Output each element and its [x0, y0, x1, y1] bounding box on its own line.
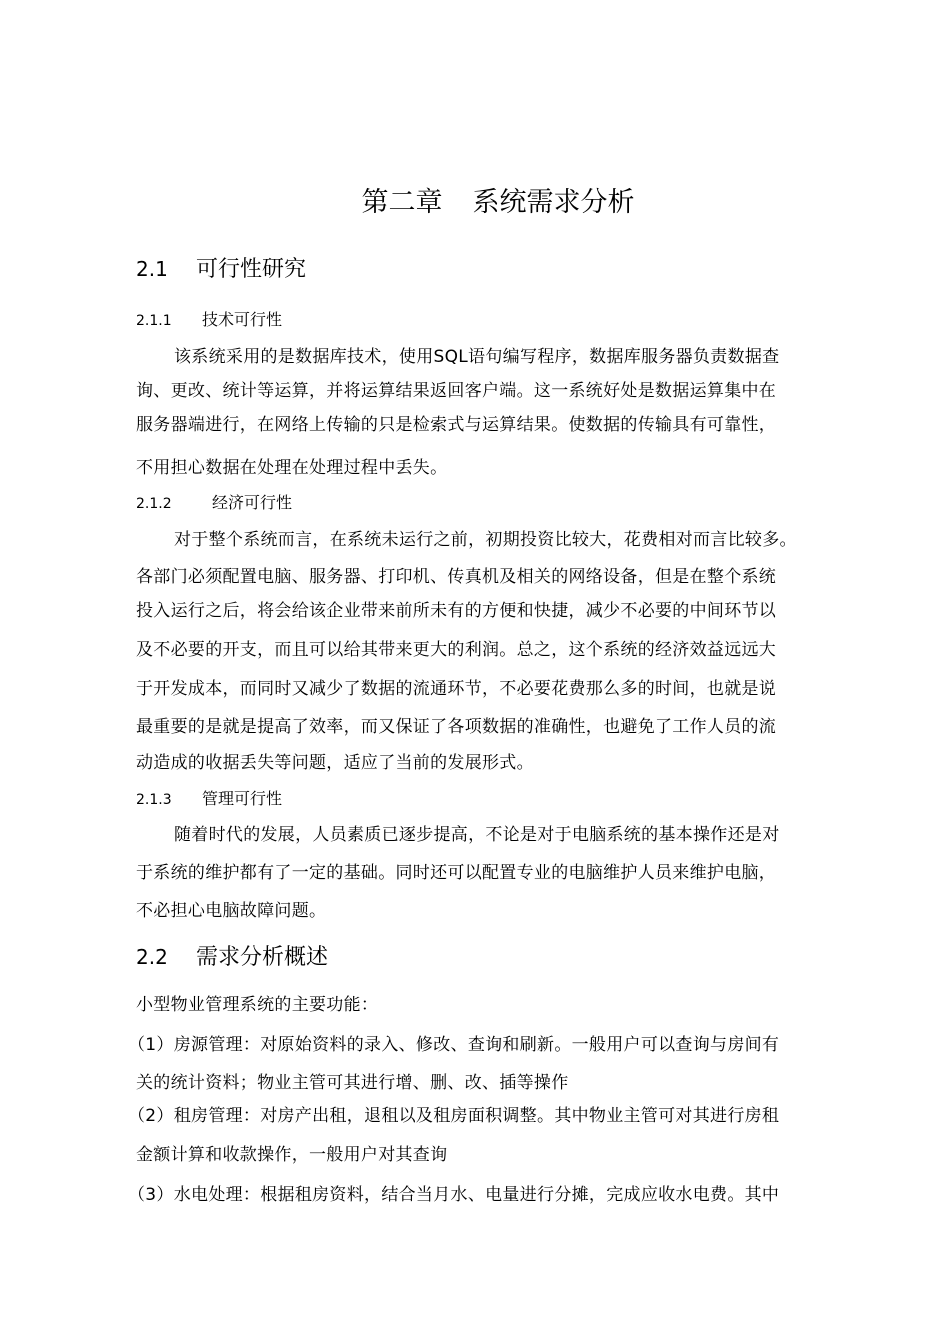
paragraph-line: 询、更改、统计等运算，并将运算结果返回客户端。这一系统好处是数据运算集中在 — [136, 381, 777, 401]
paragraph-line: 小型物业管理系统的主要功能： — [136, 995, 379, 1015]
paragraph-line: 动造成的收据丢失等问题，适应了当前的发展形式。 — [136, 753, 534, 773]
paragraph-line: 投入运行之后，将会给该企业带来前所未有的方便和快捷，减少不必要的中间环节以 — [136, 601, 777, 621]
section-2-1-heading — [136, 252, 306, 283]
chapter-number: 第二章 — [361, 187, 443, 218]
paragraph-line: 不用担心数据在处理在处理过程中丢失。 — [136, 458, 448, 478]
paragraph-line: 各部门必须配置电脑、服务器、打印机、传真机及相关的网络设备，但是在整个系统 — [136, 567, 777, 587]
section-title: 可行性研究 — [196, 257, 307, 282]
list-item: （1）房源管理：对原始资料的录入、修改、查询和刷新。一般用户可以查询与房间有 — [128, 1035, 780, 1055]
subsection-2-1-2-heading — [136, 490, 292, 513]
paragraph-line: 该系统采用的是数据库技术，使用SQL语句编写程序，数据库服务器负责数据查 — [174, 347, 780, 367]
list-item: （3）水电处理：根据租房资料，结合当月水、电量进行分摊，完成应收水电费。其中 — [128, 1185, 780, 1205]
paragraph-line: 及不必要的开支，而且可以给其带来更大的利润。总之，这个系统的经济效益远远大 — [136, 640, 777, 660]
subsection-2-1-3-heading — [136, 786, 282, 809]
chapter-heading — [0, 180, 950, 219]
paragraph-line: 随着时代的发展，人员素质已逐步提高，不论是对于电脑系统的基本操作还是对 — [174, 825, 780, 845]
subsection-number: 2.1.2 — [136, 496, 172, 512]
paragraph-line: 最重要的是就是提高了效率，而又保证了各项数据的准确性，也避免了工作人员的流 — [136, 717, 777, 737]
subsection-title: 技术可行性 — [202, 310, 283, 329]
section-number: 2.1 — [136, 257, 168, 281]
paragraph-line: 关的统计资料；物业主管可其进行增、删、改、插等操作 — [136, 1073, 569, 1093]
paragraph-line: 金额计算和收款操作，一般用户对其查询 — [136, 1145, 448, 1165]
list-item: （2）租房管理：对房产出租，退租以及租房面积调整。其中物业主管可对其进行房租 — [128, 1106, 780, 1126]
paragraph-line: 于系统的维护都有了一定的基础。同时还可以配置专业的电脑维护人员来维护电脑， — [136, 863, 777, 883]
paragraph-line: 服务器端进行，在网络上传输的只是检索式与运算结果。使数据的传输具有可靠性， — [136, 415, 777, 435]
subsection-2-1-1-heading — [136, 307, 282, 330]
paragraph-line: 不必担心电脑故障问题。 — [136, 901, 327, 921]
section-2-2-heading — [136, 940, 328, 971]
paragraph-line: 对于整个系统而言，在系统未运行之前，初期投资比较大，花费相对而言比较多。 — [174, 530, 797, 550]
subsection-number: 2.1.3 — [136, 792, 172, 808]
section-number: 2.2 — [136, 945, 168, 969]
paragraph-line: 于开发成本，而同时又减少了数据的流通环节，不必要花费那么多的时间，也就是说 — [136, 679, 777, 699]
subsection-number: 2.1.1 — [136, 313, 172, 329]
subsection-title: 管理可行性 — [202, 789, 283, 808]
subsection-title: 经济可行性 — [212, 493, 293, 512]
chapter-title: 系统需求分析 — [472, 187, 635, 218]
section-title: 需求分析概述 — [196, 945, 329, 970]
